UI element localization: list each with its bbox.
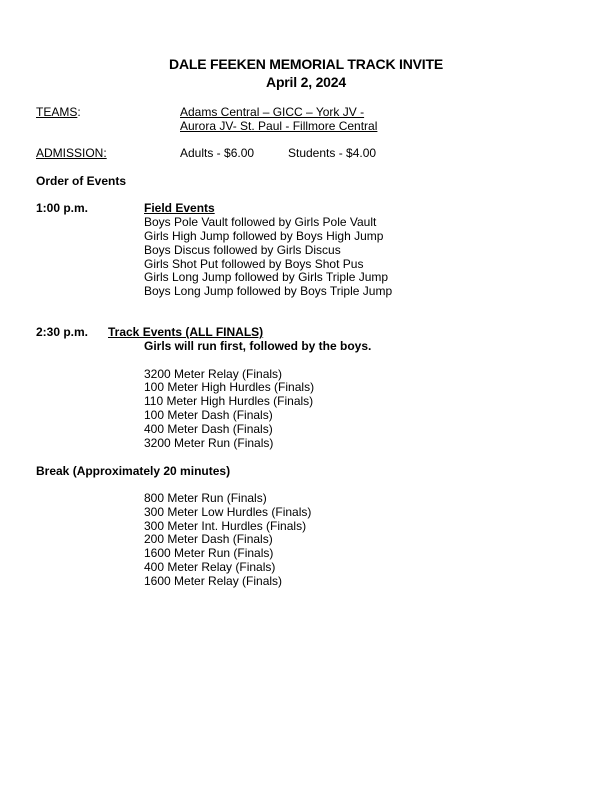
track-event-item: 110 Meter High Hurdles (Finals) xyxy=(144,394,314,408)
order-of-events-heading: Order of Events xyxy=(36,174,127,188)
field-event-item: Boys Long Jump followed by Boys Triple Jump xyxy=(144,284,393,298)
track-events-note: Girls will run first, followed by the boys. xyxy=(144,339,372,353)
track-events-time: 2:30 p.m. xyxy=(36,325,89,339)
field-event-item: Boys Discus followed by Girls Discus xyxy=(144,243,341,257)
teams-label-row xyxy=(36,105,81,119)
track-event-item: 100 Meter High Hurdles (Finals) xyxy=(144,380,315,394)
track-event-item: 3200 Meter Relay (Finals) xyxy=(144,367,283,381)
field-events-heading: Field Events xyxy=(144,201,215,215)
track-event-item: 800 Meter Run (Finals) xyxy=(144,491,267,505)
admission-students: Students - $4.00 xyxy=(288,146,377,160)
track-event-item: 3200 Meter Run (Finals) xyxy=(144,436,274,450)
teams-line-2: Aurora JV- St. Paul - Fillmore Central xyxy=(180,119,378,133)
field-event-item: Boys Pole Vault followed by Girls Pole Vault xyxy=(144,215,377,229)
track-event-item: 200 Meter Dash (Finals) xyxy=(144,532,273,546)
track-event-item: 100 Meter Dash (Finals) xyxy=(144,408,273,422)
teams-line-1: Adams Central – GICC – York JV - xyxy=(180,105,365,119)
teams-label: TEAMS xyxy=(36,105,78,119)
track-event-item: 300 Meter Low Hurdles (Finals) xyxy=(144,505,312,519)
field-event-item: Girls High Jump followed by Boys High Jump xyxy=(144,229,384,243)
event-date: April 2, 2024 xyxy=(266,74,346,90)
field-event-item: Girls Shot Put followed by Boys Shot Pus xyxy=(144,257,364,271)
field-events-time: 1:00 p.m. xyxy=(36,201,89,215)
track-event-item: 300 Meter Int. Hurdles (Finals) xyxy=(144,519,307,533)
track-event-item: 1600 Meter Run (Finals) xyxy=(144,546,274,560)
event-title: DALE FEEKEN MEMORIAL TRACK INVITE xyxy=(169,56,443,72)
admission-label: ADMISSION: xyxy=(36,146,107,160)
break-label: Break (Approximately 20 minutes) xyxy=(36,464,231,478)
track-event-item: 400 Meter Dash (Finals) xyxy=(144,422,273,436)
track-events-heading: Track Events (ALL FINALS) xyxy=(108,325,264,339)
admission-adults: Adults - $6.00 xyxy=(180,146,255,160)
track-event-item: 1600 Meter Relay (Finals) xyxy=(144,574,283,588)
field-event-item: Girls Long Jump followed by Girls Triple Jump xyxy=(144,270,389,284)
track-event-item: 400 Meter Relay (Finals) xyxy=(144,560,276,574)
teams-label-colon: : xyxy=(77,105,81,119)
